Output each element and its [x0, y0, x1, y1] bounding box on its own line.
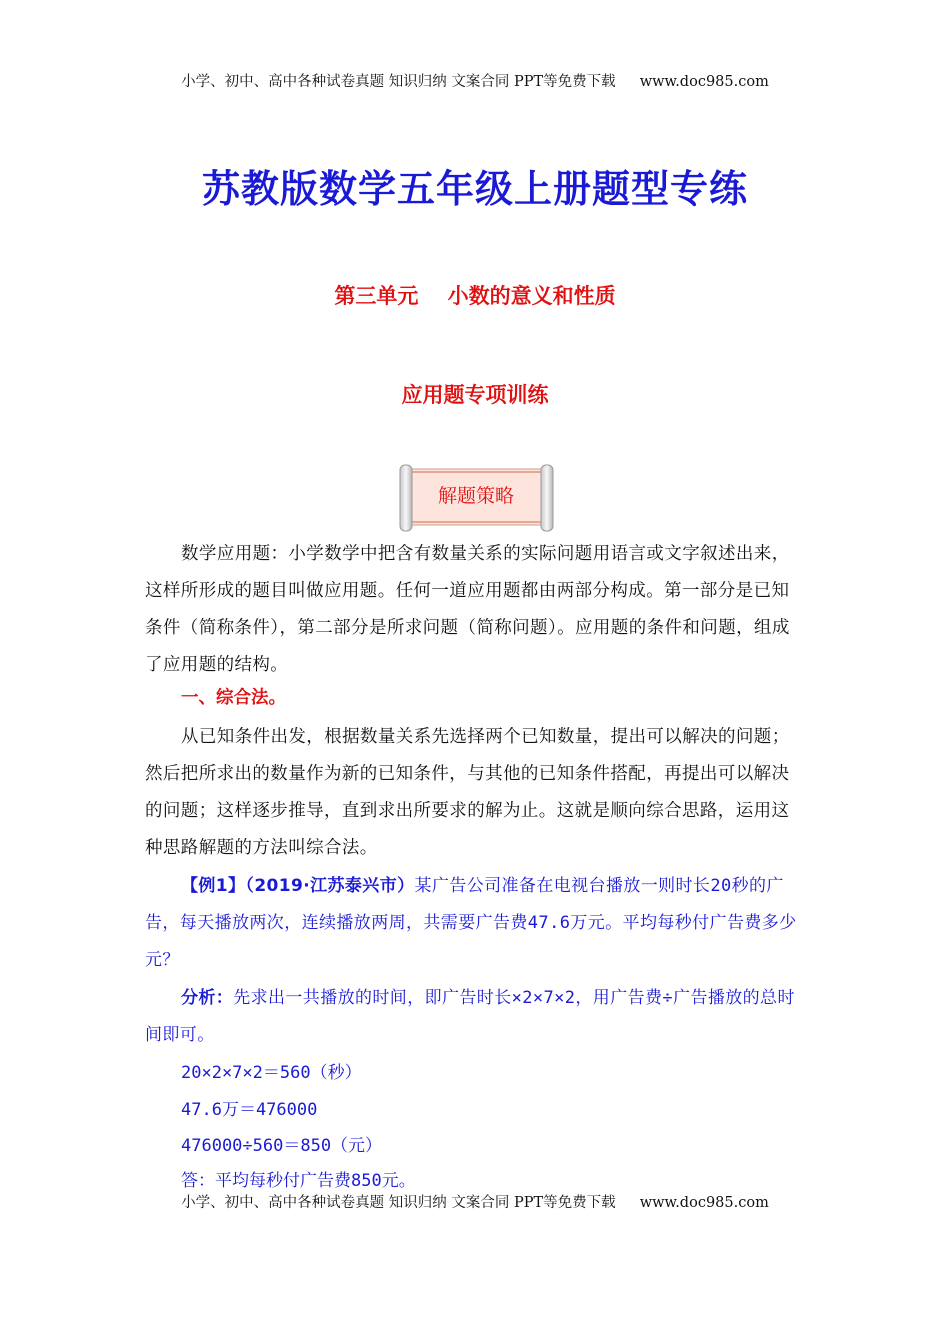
example-paragraph — [145, 868, 805, 979]
header-site[interactable]: www.doc985.com — [639, 74, 769, 90]
strategy-banner — [397, 463, 555, 533]
example-tag: 【例1】（2019·江苏泰兴市） — [181, 876, 415, 896]
example-text: 某广告公司准备在电视台播放一则时长20秒的广告，每天播放两次，连续播放两周，共需要广告费47.6万元。平均每秒付广告费多少元？ — [145, 876, 797, 970]
analysis-paragraph — [145, 980, 805, 1054]
footer-text: 小学、初中、高中各种试卷真题 知识归纳 文案合同 PPT等免费下载 — [181, 1195, 616, 1211]
method-heading: 一、综合法。 — [181, 688, 286, 708]
method-paragraph — [145, 719, 805, 867]
intro-text: 数学应用题：小学数学中把含有数量关系的实际问题用语言或文字叙述出来，这样所形成的题目叫做应用题。任何一道应用题都由两部分构成。第一部分是已知条件（简称条件），第二部分是所求问题（简称问题）。应用题的条件和问题，组成了应用题的结构。 — [145, 544, 790, 675]
intro-paragraph — [145, 536, 805, 684]
analysis-tag: 分析： — [181, 988, 234, 1008]
calculation-line: 476000÷560＝850（元） — [181, 1136, 383, 1156]
method-text: 从已知条件出发，根据数量关系先选择两个已知数量，提出可以解决的问题；然后把所求出的数量作为新的已知条件，与其他的已知条件搭配，再提出可以解决的问题；这样逐步推导，直到求出所要求的解为止。这就是顺向综合思路，运用这种思路解题的方法叫综合法。 — [145, 727, 790, 858]
analysis-text: 先求出一共播放的时间，即广告时长×2×7×2，用广告费÷广告播放的总时间即可。 — [145, 988, 795, 1045]
document-title: 苏教版数学五年级上册题型专练 — [201, 167, 748, 211]
calculation-line: 20×2×7×2＝560（秒） — [181, 1063, 362, 1083]
page-footer — [0, 1191, 950, 1212]
answer-line: 答：平均每秒付广告费850元。 — [181, 1171, 416, 1191]
footer-site[interactable]: www.doc985.com — [639, 1195, 769, 1211]
unit-title: 第三单元 小数的意义和性质 — [334, 284, 616, 308]
page-header — [0, 70, 950, 91]
section-title: 应用题专项训练 — [401, 383, 549, 407]
strategy-banner-label: 解题策略 — [437, 485, 514, 507]
header-text: 小学、初中、高中各种试卷真题 知识归纳 文案合同 PPT等免费下载 — [181, 74, 616, 90]
calculation-line: 47.6万＝476000 — [181, 1100, 318, 1120]
